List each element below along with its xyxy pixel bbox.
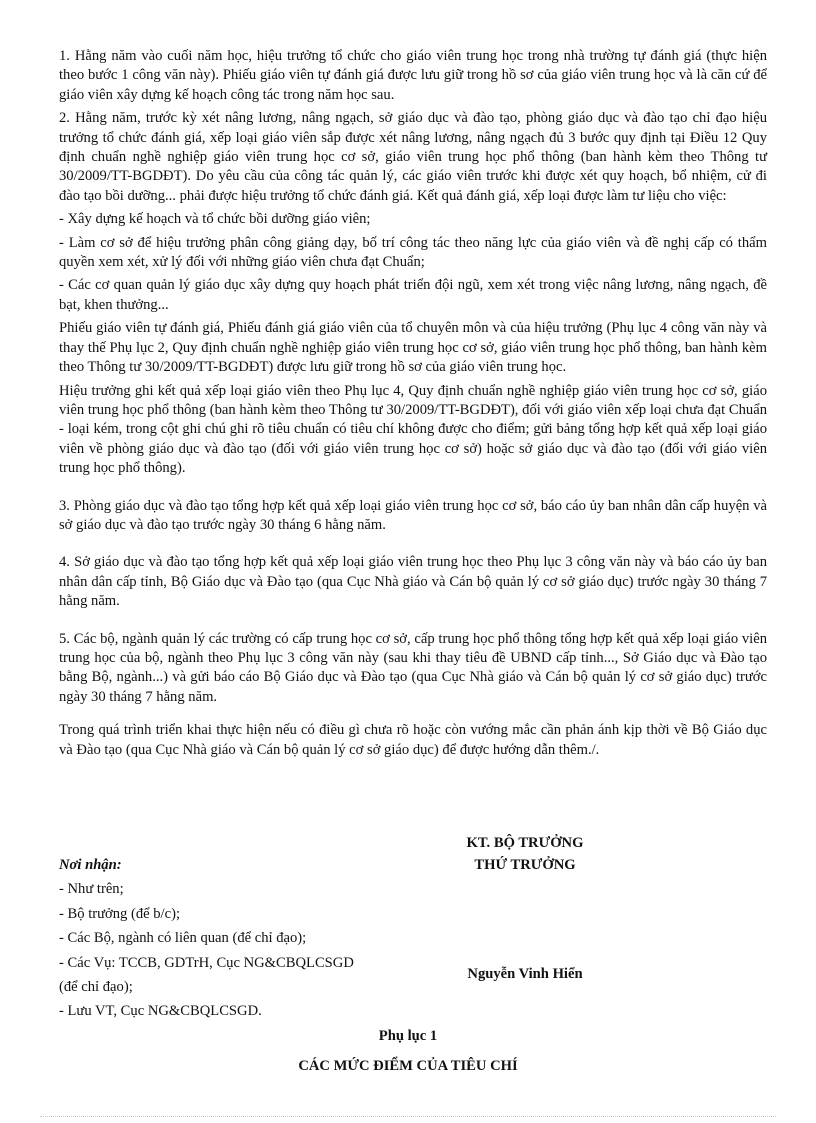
page-bottom-divider — [40, 1116, 776, 1117]
recipients-heading: Nơi nhận: — [59, 857, 122, 873]
paragraph-4: 4. Sở giáo dục và đào tạo tổng hợp kết quả xếp loại giáo viên trung học theo Phụ lục 3 công văn này và báo cáo ủy ban nhân dân cấp tỉnh, Bộ Giáo dục và Đào tạo (qua Cục Nhà giáo và Cán bộ quản lý cơ sở giáo dục) trước ngày 30 tháng 7 hằng năm. — [59, 554, 767, 610]
appendix-subtitle: CÁC MỨC ĐIỂM CỦA TIÊU CHÍ — [298, 1058, 518, 1074]
signature-block — [420, 832, 630, 876]
recipients-list — [59, 853, 359, 1024]
paragraph-3: 3. Phòng giáo dục và đào tạo tổng hợp kết quả xếp loại giáo viên trung học cơ sở, báo cáo ủy ban nhân dân cấp huyện và sở giáo dục và đào tạo trước ngày 30 tháng 6 hằng năm. — [59, 497, 767, 533]
signature-title-1: KT. BỘ TRƯỞNG — [466, 835, 584, 851]
recipient-item: - Bộ trưởng (để b/c); — [59, 905, 180, 922]
bullet-assignment-basis: - Làm cơ sở để hiệu trưởng phân công giảng dạy, bố trí công tác theo năng lực của giáo viên và đề nghị cấp có thẩm quyền xem xét, xử lý đối với những giáo viên chưa đạt Chuẩn; — [59, 234, 767, 271]
bullet-management-planning: - Các cơ quan quản lý giáo dục xây dựng quy hoạch phát triển đội ngũ, xem xét trong việc nâng lương, nâng ngạch, đề bạt, khen thưởng... — [59, 277, 767, 313]
recipient-item: - Như trên; — [59, 881, 124, 898]
paragraph-closing: Trong quá trình triển khai thực hiện nếu có điều gì chưa rõ hoặc còn vướng mắc cần phản ánh kịp thời về Bộ Giáo dục và Đào tạo (qua Cục Nhà giáo và Cán bộ quản lý cơ sở giáo dục) để được hướng dẫn thêm./. — [59, 722, 767, 758]
paragraph-5: 5. Các bộ, ngành quản lý các trường có cấp trung học cơ sở, cấp trung học phổ thông tổng hợp kết quả xếp loại giáo viên trung học của bộ, ngành theo Phụ lục 3 công văn này (sau khi thay tiêu đề UBND cấp tỉnh..., Sở Giáo dục và Đào tạo bằng Bộ, ngành...) và gửi báo cáo Bộ Giáo dục và Đào tạo (qua Cục Nhà giáo và Cán bộ quản lý cơ sở giáo dục) trước ngày 30 tháng 7 hằng năm. — [59, 630, 767, 705]
paragraph-1: 1. Hằng năm vào cuối năm học, hiệu trưởng tổ chức cho giáo viên trung học trong nhà trường tự đánh giá (thực hiện theo bước 1 công văn này). Phiếu giáo viên tự đánh giá được lưu giữ trong hồ sơ của giáo viên trung học và là căn cứ để giáo viên xây dựng kế hoạch công tác trong năm học sau. — [59, 48, 767, 103]
signature-title-2: THỨ TRƯỞNG — [474, 857, 576, 873]
paragraph-2: 2. Hằng năm, trước kỳ xét nâng lương, nâng ngạch, sở giáo dục và đào tạo, phòng giáo dục và đào tạo chỉ đạo hiệu trưởng tổ chức đánh giá, xếp loại giáo viên sắp được xét nâng lương, nâng ngạch đủ 3 bước quy định tại Điều 12 Quy định chuẩn nghề nghiệp giáo viên trung học cơ sở, giáo viên trung học phổ thông (ban hành kèm theo Thông tư 30/2009/TT-BGDĐT). Do yêu cầu của công tác quản lý, các giáo viên trước khi được xét quy hoạch, bổ nhiệm, cử đi đào tạo bồi dưỡng... phải được hiệu trưởng tổ chức đánh giá. Kết quả đánh giá, xếp loại được làm tư liệu cho việc: — [59, 110, 767, 204]
recipient-item: - Lưu VT, Cục NG&CBQLCSGD. — [59, 1003, 262, 1020]
bullet-training-plan: - Xây dựng kế hoạch và tổ chức bồi dưỡng giáo viên; — [59, 211, 371, 228]
recipient-item: - Các Vụ: TCCB, GDTrH, Cục NG&CBQLCSGD (để chỉ đạo); — [59, 954, 354, 996]
appendix-title: Phụ lục 1 — [378, 1028, 438, 1044]
paragraph-forms: Phiếu giáo viên tự đánh giá, Phiếu đánh giá giáo viên của tổ chuyên môn và của hiệu trưởng (Phụ lục 4 công văn này và thay thế Phụ lục 2, Quy định chuẩn nghề nghiệp giáo viên trung học cơ sở, giáo viên trung học phổ thông, ban hành kèm theo Thông tư 30/2009/TT-BGDĐT) được lưu giữ trong hồ sơ của giáo viên trung học. — [59, 320, 767, 376]
signer-name: Nguyễn Vinh Hiển — [467, 966, 583, 982]
recipient-item: - Các Bộ, ngành có liên quan (để chỉ đạo); — [59, 930, 307, 947]
document-body — [59, 47, 767, 764]
paragraph-principal-records: Hiệu trưởng ghi kết quả xếp loại giáo viên theo Phụ lục 4, Quy định chuẩn nghề nghiệp giáo viên trung học cơ sở, giáo viên trung học phổ thông (ban hành kèm theo Thông tư 30/2009/TT-BGDĐT), đối với giáo viên xếp loại chưa đạt Chuẩn - loại kém, trong cột ghi chú ghi rõ tiêu chuẩn có tiêu chí không được cho điểm; gửi bảng tổng hợp kết quả xếp loại giáo viên về phòng giáo dục và đào tạo (đối với giáo viên trung học cơ sở) hoặc sở giáo dục và đào tạo (đối với giáo viên trung học phổ thông). — [59, 382, 767, 477]
